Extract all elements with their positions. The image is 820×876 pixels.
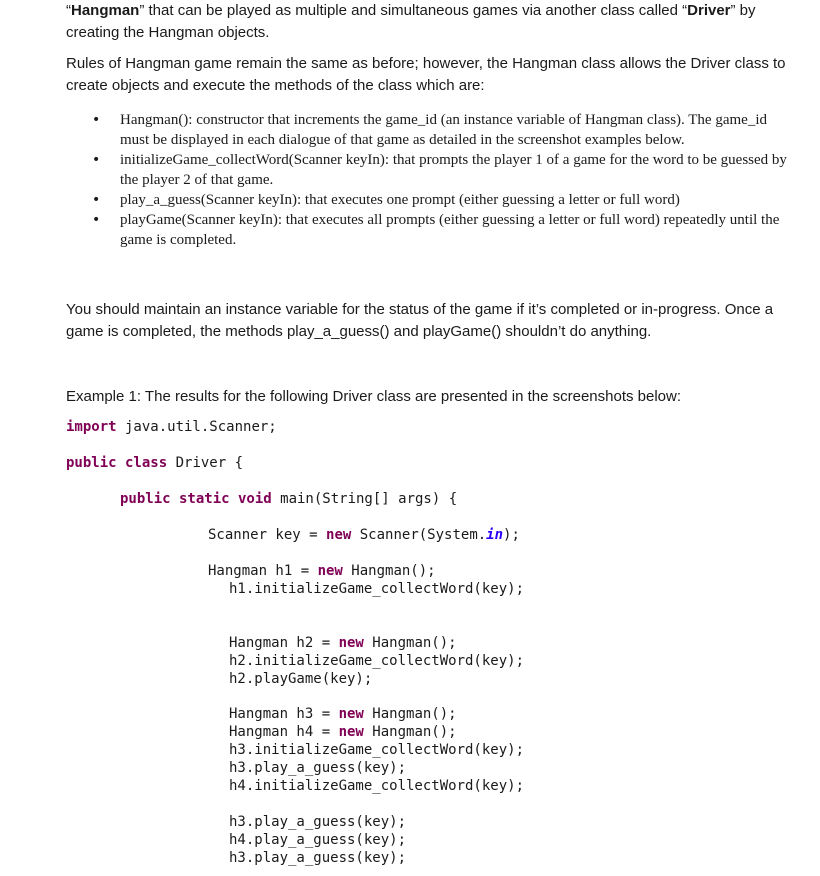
method-item-play-game: • playGame(Scanner keyIn): that executes all prompts (either guessing a letter or full word) repeatedly until the game is completed. [90,210,790,250]
intro-text-middle: ” that can be played as multiple and simultaneous games via another class called “ [139,2,688,19]
methods-list [90,110,790,250]
status-paragraph: You should maintain an instance variable for the status of the game if it’s completed or in-progress. Once a game is completed, the methods play_a_guess() and playGame() shouldn’t do anything. [66,301,774,340]
driver-class-name: Driver [687,2,731,19]
code-line-class-decl: public class Driver { [66,455,244,471]
method-item-play-a-guess: • play_a_guess(Scanner keyIn): that executes one prompt (either guessing a letter or full word) [90,190,790,210]
code-line-scanner: Scanner key = new Scanner(System.in); [208,527,520,543]
intro-paragraph [66,0,786,44]
code-line-h4-guess: h4.play_a_guess(key); [229,832,407,848]
code-line-h4-new: Hangman h4 = new Hangman(); [229,724,457,740]
code-line-h3-init: h3.initializeGame_collectWord(key); [229,742,525,758]
method-item-initialize: • initializeGame_collectWord(Scanner keyIn): that prompts the player 1 of a game for the word to be guessed by the player 2 of that game. [90,150,790,190]
code-line-h3-guess-2: h3.play_a_guess(key); [229,814,407,830]
code-line-import: import java.util.Scanner; [66,419,277,435]
code-line-main: public static void main(String[] args) { [120,491,458,507]
hangman-class-name: Hangman [71,2,140,19]
code-line-h3-new: Hangman h3 = new Hangman(); [229,706,457,722]
code-line-h4-init: h4.initializeGame_collectWord(key); [229,778,525,794]
code-line-h1-init: h1.initializeGame_collectWord(key); [229,581,525,597]
code-line-h2-new: Hangman h2 = new Hangman(); [229,635,457,651]
intro-text-tail: ” by creating the Hangman objects. [66,2,756,41]
code-line-h2-init: h2.initializeGame_collectWord(key); [229,653,525,669]
code-line-h3-guess: h3.play_a_guess(key); [229,760,407,776]
method-item-constructor: • Hangman(): constructor that increments the game_id (an instance variable of Hangman class). The game_id must be displayed in each dialogue of that game as detailed in the screenshot examples below. [90,110,790,150]
intro-quote-open: “ [66,2,71,19]
example-heading: Example 1: The results for the following Driver class are presented in the screenshots below: [66,388,682,405]
code-line-h1-new: Hangman h1 = new Hangman(); [208,563,436,579]
code-line-h2-play: h2.playGame(key); [229,671,373,687]
rules-paragraph: Rules of Hangman game remain the same as before; however, the Hangman class allows the Driver class to create objects and execute the methods of the class which are: [66,55,786,94]
code-line-h3-guess-3: h3.play_a_guess(key); [229,850,407,866]
